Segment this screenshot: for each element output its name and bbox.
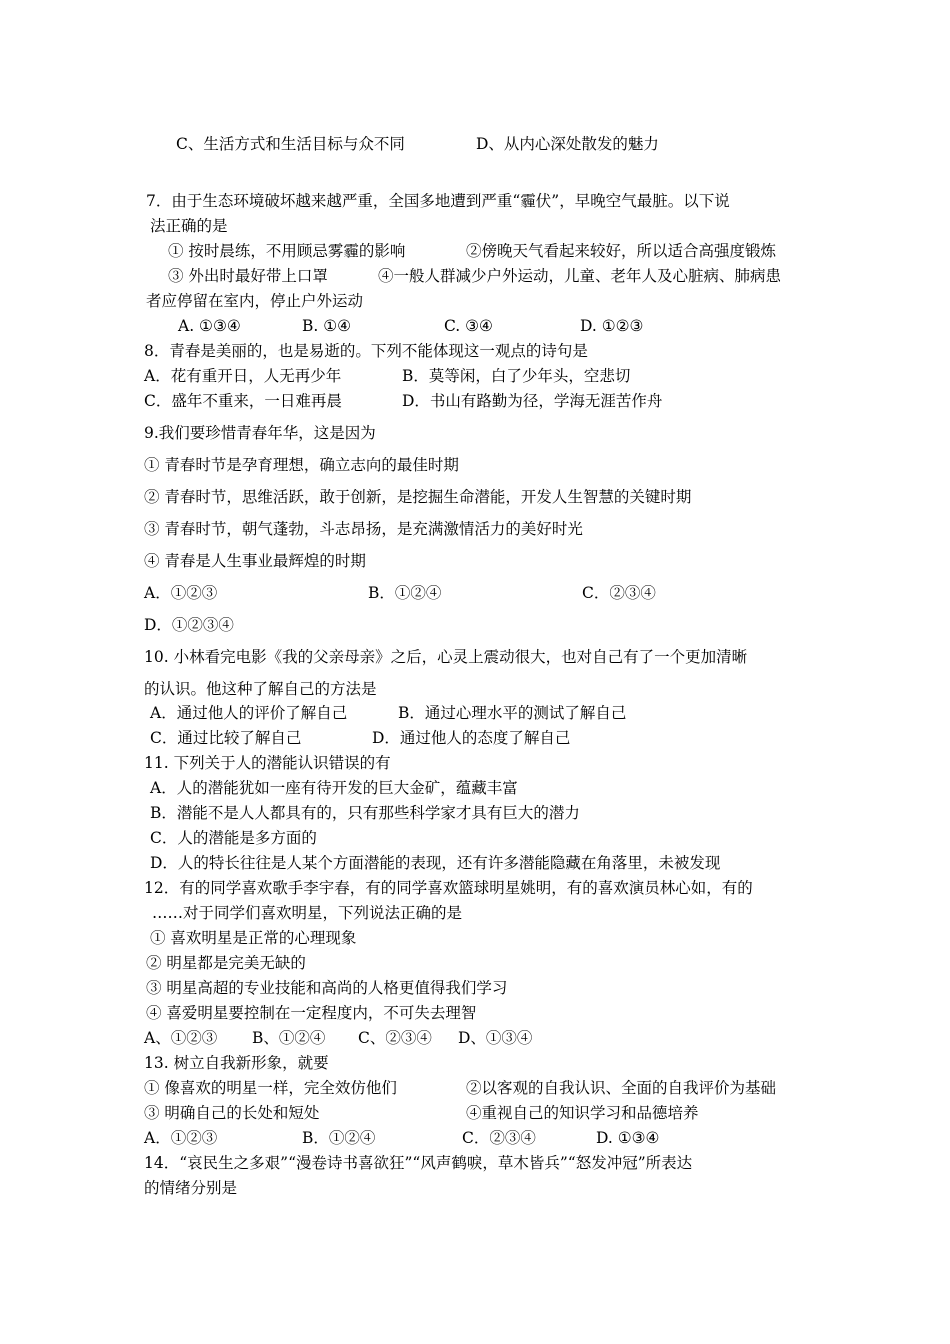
q9-option-d: D．①②③④ — [144, 616, 234, 634]
q9-stem: 9.我们要珍惜青春年华，这是因为 — [144, 424, 376, 442]
q6-option-d: D、从内心深处散发的魅力 — [476, 135, 659, 153]
q7-statement-4: ④一般人群减少户外运动，儿童、老年人及心脏病、肺病患 — [378, 267, 782, 285]
q8-option-b: B．莫等闲，白了少年头，空悲切 — [402, 367, 631, 385]
q9-statement-1: ① 青春时节是孕育理想，确立志向的最佳时期 — [144, 456, 459, 474]
q9-statement-3: ③ 青春时节，朝气蓬勃，斗志昂扬，是充满激情活力的美好时光 — [144, 520, 583, 538]
q7-statement-4-cont: 者应停留在室内，停止户外运动 — [146, 292, 364, 310]
q13-statement-2: ②以客观的自我认识、全面的自我评价为基础 — [466, 1079, 777, 1097]
q12-stem-line2: ……对于同学们喜欢明星，下列说法正确的是 — [152, 904, 463, 922]
q7-stem-line2: 法正确的是 — [150, 217, 228, 235]
q11-option-d: D．人的特长往往是人某个方面潜能的表现，还有许多潜能隐藏在角落里，未被发现 — [150, 854, 721, 872]
q13-option-d: D. ①③④ — [596, 1129, 660, 1147]
q11-option-b: B．潜能不是人人都具有的，只有那些科学家才具有巨大的潜力 — [150, 804, 580, 822]
q7-statement-2: ②傍晚天气看起来较好，所以适合高强度锻炼 — [466, 242, 777, 260]
q13-stem: 13. 树立自我新形象，就要 — [144, 1054, 329, 1072]
q8-option-c: C．盛年不重来，一日难再晨 — [144, 392, 342, 410]
q7-option-c: C. ③④ — [444, 317, 493, 335]
q8-stem: 8．青春是美丽的，也是易逝的。下列不能体现这一观点的诗句是 — [144, 342, 588, 360]
q13-statement-4: ④重视自己的知识学习和品德培养 — [466, 1104, 699, 1122]
q8-option-a: A．花有重开日，人无再少年 — [144, 367, 342, 385]
q10-option-d: D．通过他人的态度了解自己 — [372, 729, 571, 747]
q10-option-b: B．通过心理水平的测试了解自己 — [398, 704, 627, 722]
q14-stem-line2: 的情绪分别是 — [144, 1179, 238, 1197]
q10-stem-line2: 的认识。他这种了解自己的方法是 — [144, 680, 377, 698]
q12-option-a: A、①②③ — [144, 1029, 218, 1047]
q14-stem-line1: 14．“哀民生之多艰”“漫卷诗书喜欲狂”“风声鹤唳，草木皆兵”“怒发冲冠”所表达 — [144, 1154, 693, 1172]
q10-option-a: A．通过他人的评价了解自己 — [150, 704, 348, 722]
q8-option-d: D．书山有路勤为径，学海无涯苦作舟 — [402, 392, 663, 410]
q11-option-a: A．人的潜能犹如一座有待开发的巨大金矿，蕴藏丰富 — [150, 779, 518, 797]
q13-statement-1: ① 像喜欢的明星一样，完全效仿他们 — [144, 1079, 397, 1097]
q11-option-c: C．人的潜能是多方面的 — [150, 829, 317, 847]
q13-option-a: A．①②③ — [144, 1129, 218, 1147]
q12-statement-1: ① 喜欢明星是正常的心理现象 — [150, 929, 357, 947]
q13-statement-3: ③ 明确自己的长处和短处 — [144, 1104, 320, 1122]
q11-stem: 11. 下列关于人的潜能认识错误的有 — [144, 754, 391, 772]
q9-option-c: C．②③④ — [582, 584, 656, 602]
q12-option-b: B、①②④ — [252, 1029, 326, 1047]
q12-statement-4: ④ 喜爱明星要控制在一定程度内，不可失去理智 — [146, 1004, 477, 1022]
q12-option-c: C、②③④ — [358, 1029, 432, 1047]
q7-option-b: B. ①④ — [302, 317, 352, 335]
q9-statement-2: ② 青春时节，思维活跃，敢于创新，是挖掘生命潜能，开发人生智慧的关键时期 — [144, 488, 692, 506]
q12-option-d: D、①③④ — [458, 1029, 533, 1047]
q7-option-d: D. ①②③ — [580, 317, 644, 335]
q7-stem-line1: 7．由于生态环境破坏越来越严重，全国多地遭到严重“霾伏”，早晚空气最脏。以下说 — [146, 192, 730, 210]
q7-option-a: A. ①③④ — [178, 317, 241, 335]
q12-stem-line1: 12．有的同学喜欢歌手李宇春，有的同学喜欢篮球明星姚明，有的喜欢演员林心如，有的 — [144, 879, 753, 897]
q10-stem-line1: 10. 小林看完电影《我的父亲母亲》之后，心灵上震动很大，也对自己有了一个更加清晰 — [144, 648, 748, 666]
q13-option-b: B．①②④ — [302, 1129, 376, 1147]
q13-option-c: C．②③④ — [462, 1129, 536, 1147]
q9-statement-4: ④ 青春是人生事业最辉煌的时期 — [144, 552, 366, 570]
q7-statement-3: ③ 外出时最好带上口罩 — [168, 267, 328, 285]
q6-option-c: C、生活方式和生活目标与众不同 — [176, 135, 405, 153]
q10-option-c: C．通过比较了解自己 — [150, 729, 302, 747]
q9-option-a: A．①②③ — [144, 584, 218, 602]
q12-statement-2: ② 明星都是完美无缺的 — [146, 954, 306, 972]
q12-statement-3: ③ 明星高超的专业技能和高尚的人格更值得我们学习 — [146, 979, 508, 997]
q9-option-b: B．①②④ — [368, 584, 442, 602]
q7-statement-1: ① 按时晨练，不用顾忌雾霾的影响 — [168, 242, 406, 260]
